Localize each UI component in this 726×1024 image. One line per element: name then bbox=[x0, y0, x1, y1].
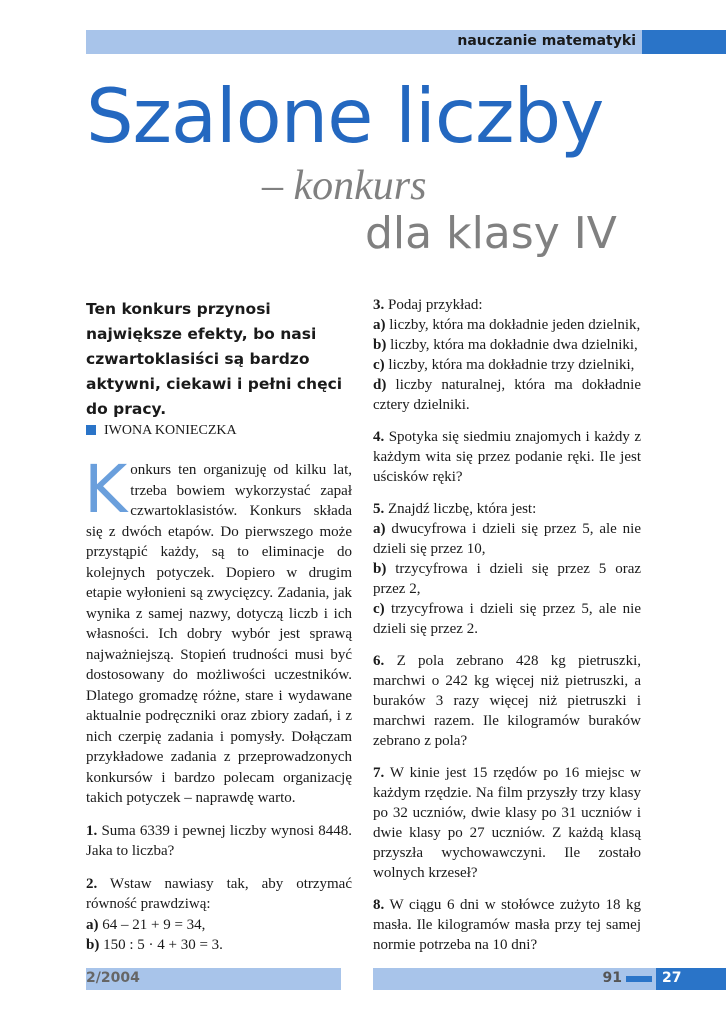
task-6 bbox=[373, 651, 641, 751]
task-item: c) liczby, która ma dokładnie trzy dzielniki, bbox=[373, 357, 635, 373]
task-4 bbox=[373, 427, 641, 487]
task-text: Podaj przykład: bbox=[388, 297, 483, 313]
section-label: nauczanie matematyki bbox=[457, 33, 636, 49]
footer-left-bar bbox=[86, 968, 341, 990]
article-subtitle: – konkurs bbox=[262, 163, 427, 209]
square-bullet-icon bbox=[86, 425, 96, 435]
task-number: 6. bbox=[373, 653, 385, 669]
intro-paragraph bbox=[84, 451, 352, 809]
article-title: Szalone liczby bbox=[86, 72, 604, 160]
page-number: 27 bbox=[662, 970, 682, 986]
task-number: 8. bbox=[373, 897, 385, 913]
header-accent-block bbox=[642, 30, 726, 54]
right-column bbox=[373, 295, 641, 967]
task-number: 2. bbox=[86, 875, 98, 892]
task-number: 7. bbox=[373, 765, 385, 781]
left-column bbox=[84, 451, 353, 968]
task-number: 1. bbox=[86, 822, 98, 839]
lead-paragraph: Ten konkurs przynosi największe efekty, bo nasi czwartoklasiści są bardzo aktywni, ciekawi i pełni chęci do pracy. bbox=[86, 300, 343, 418]
drop-cap: K bbox=[84, 451, 128, 528]
task-7 bbox=[373, 763, 641, 883]
header-bar bbox=[86, 30, 726, 54]
task-item: c) trzycyfrowa i dzieli się przez 5, ale nie dzieli się przez 2. bbox=[373, 601, 641, 637]
footer-accent-stripe bbox=[626, 976, 652, 982]
task-item: b) liczby, która ma dokładnie dwa dzielniki, bbox=[373, 337, 638, 353]
task-text: W ciągu 6 dni w stołówce zużyto 18 kg masła. Ile kilogramów masła przy tej samej normie potrzeba na 10 dni? bbox=[373, 897, 641, 953]
task-text: Z pola zebrano 428 kg pietruszki, marchwi o 242 kg więcej niż pietruszki, a buraków 3 razy więcej niż pietruszki i marchwi razem. Ile kilogramów buraków zebrano z pola? bbox=[373, 653, 642, 749]
article-subtitle-audience: dla klasy IV bbox=[365, 208, 617, 259]
task-number: 5. bbox=[373, 501, 385, 517]
task-text: Wstaw nawiasy tak, aby otrzymać równość prawdziwą: bbox=[86, 875, 353, 912]
task-2 bbox=[86, 874, 352, 956]
task-item: d) liczby naturalnej, która ma dokładnie cztery dzielniki. bbox=[373, 377, 642, 413]
task-text: Spotyka się siedmiu znajomych i każdy z każdym wita się przez podanie ręki. Ile jest uścisków ręki? bbox=[373, 429, 642, 485]
footer-right-bar bbox=[373, 968, 726, 990]
task-number: 4. bbox=[373, 429, 385, 445]
task-item: b) 150 : 5 · 4 + 30 = 3. bbox=[86, 937, 223, 953]
task-5 bbox=[373, 499, 641, 639]
task-1 bbox=[86, 821, 352, 862]
issue-number: 2/2004 bbox=[86, 970, 140, 986]
task-8 bbox=[373, 895, 641, 955]
task-item: a) 64 – 21 + 9 = 34, bbox=[86, 916, 206, 933]
author-name: IWONA KONIECZKA bbox=[104, 423, 237, 438]
task-item: a) liczby, która ma dokładnie jeden dzielnik, bbox=[373, 317, 641, 333]
section-page-number: 91 bbox=[602, 970, 622, 986]
task-text: W kinie jest 15 rzędów po 16 miejsc w każdym rzędzie. Na film przyszły trzy klasy po 32 uczniów, dwie klasy po 31 uczniów i dwie klasy po 27 uczniów. Z każdą klasą przyszła wychowawczyni. Ile zostało wolnych krzeseł? bbox=[373, 765, 641, 881]
task-3 bbox=[373, 295, 641, 415]
task-item: a) dwucyfrowa i dzieli się przez 5, ale nie dzieli się przez 10, bbox=[373, 521, 641, 557]
author-line bbox=[86, 423, 237, 439]
page-number-block bbox=[656, 968, 726, 990]
task-text: Znajdź liczbę, która jest: bbox=[388, 501, 537, 517]
task-item: b) trzycyfrowa i dzieli się przez 5 oraz przez 2, bbox=[373, 561, 642, 597]
task-text: Suma 6339 i pewnej liczby wynosi 8448. Jaka to liczba? bbox=[86, 822, 353, 859]
task-number: 3. bbox=[373, 297, 385, 313]
intro-text: onkurs ten organizuję od kilku lat, trzeba bowiem wykorzystać zapał czwartoklasistów. Konkurs składa się z dwóch etapów. Do pierwszego może przystąpić każdy, są to eliminacje do kolejnych potyczek. Dopiero w drugim etapie wyłonieni są zwycięzcy. Zadania, jak wynika z samej nazwy, dotyczą liczb i ich własności. Ich dobry wybór jest sprawą najważniejszą. Stopień trudności musi być dostosowany do możliwości uczestników. Dlatego gromadzę różne, stare i wydawane aktualnie podręczniki oraz zbiory zadań, i z nich czerpię zadania i pomysły. Dołączam przykładowe zadania z przeprowadzonych konkursów i bardzo polecam organizację takich potyczek – naprawdę warto. bbox=[86, 462, 352, 806]
